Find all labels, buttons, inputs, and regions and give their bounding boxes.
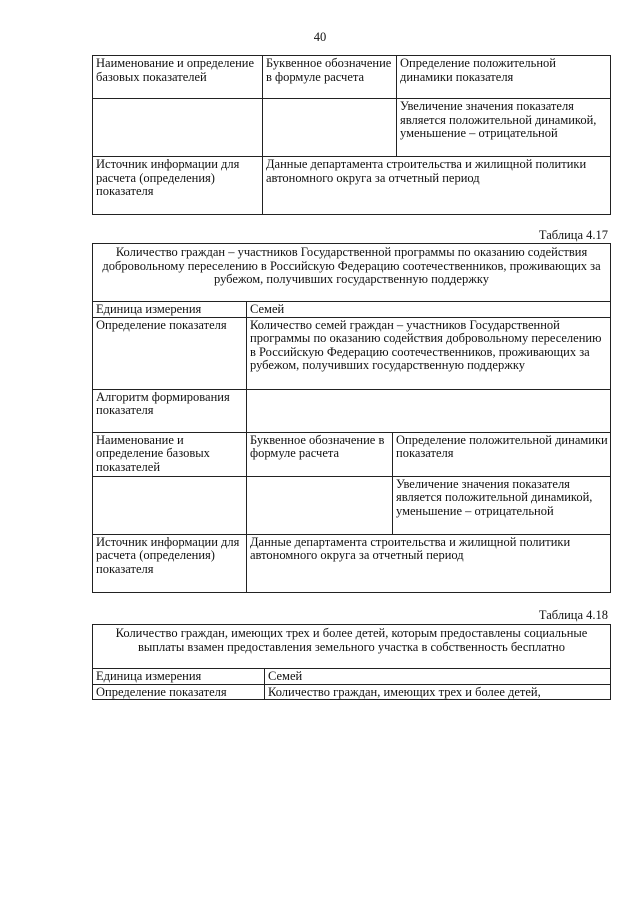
table-4-17	[92, 243, 611, 593]
source-value-cell: Данные департамента строительства и жилищной политики автономного округа за отчетный период	[263, 157, 611, 215]
letter-cell	[263, 99, 397, 157]
header-letter-cell: Буквенное обозначение в формуле расчета	[263, 56, 397, 99]
table-4-18-caption: Таблица 4.18	[538, 608, 608, 622]
base-indicator-cell	[93, 476, 247, 534]
dynamics-cell: Увеличение значения показателя является положительной динамикой, уменьшение – отрицательной	[397, 99, 611, 157]
source-label-cell: Источник информации для расчета (определения) показателя	[93, 157, 263, 215]
definition-label-cell: Определение показателя	[93, 684, 265, 700]
page-number: 40	[313, 30, 327, 44]
dynamics-cell: Увеличение значения показателя является положительной динамикой, уменьшение – отрицательной	[393, 476, 611, 534]
unit-label-cell: Единица измерения	[93, 669, 265, 685]
table-4-17-caption: Таблица 4.17	[538, 228, 608, 242]
base-indicator-cell	[93, 99, 263, 157]
source-value-cell: Данные департамента строительства и жилищной политики автономного округа за отчетный период	[247, 534, 611, 592]
algorithm-value-cell	[247, 389, 611, 432]
table-4-18	[92, 624, 611, 700]
table-4-18-title: Количество граждан, имеющих трех и более детей, которым предоставлены социальные выплаты взамен предоставления земельного участка в собственность бесплатно	[93, 625, 611, 669]
header-letter-cell: Буквенное обозначение в формуле расчета	[247, 432, 393, 476]
source-label-cell: Источник информации для расчета (определения) показателя	[93, 534, 247, 592]
definition-value-cell: Количество семей граждан – участников Государственной программы по оказанию содействия добровольному переселению в Российскую Федерацию соотечественников, проживающих за рубежом, получивших государственную поддержку	[247, 317, 611, 389]
header-dynamics-cell: Определение положительной динамики показателя	[393, 432, 611, 476]
algorithm-label-cell: Алгоритм формирования показателя	[93, 389, 247, 432]
header-dynamics-cell: Определение положительной динамики показателя	[397, 56, 611, 99]
unit-value-cell: Семей	[265, 669, 611, 685]
definition-value-cell: Количество граждан, имеющих трех и более детей,	[265, 684, 611, 700]
unit-value-cell: Семей	[247, 302, 611, 318]
definition-label-cell: Определение показателя	[93, 317, 247, 389]
table-4-17-title: Количество граждан – участников Государственной программы по оказанию содействия добровольному переселению в Российскую Федерацию соотечественников, проживающих за рубежом, получивших государственную поддержку	[93, 244, 611, 302]
top-table	[92, 55, 611, 215]
header-base-cell: Наименование и определение базовых показателей	[93, 432, 247, 476]
letter-cell	[247, 476, 393, 534]
header-base-cell: Наименование и определение базовых показателей	[93, 56, 263, 99]
unit-label-cell: Единица измерения	[93, 302, 247, 318]
